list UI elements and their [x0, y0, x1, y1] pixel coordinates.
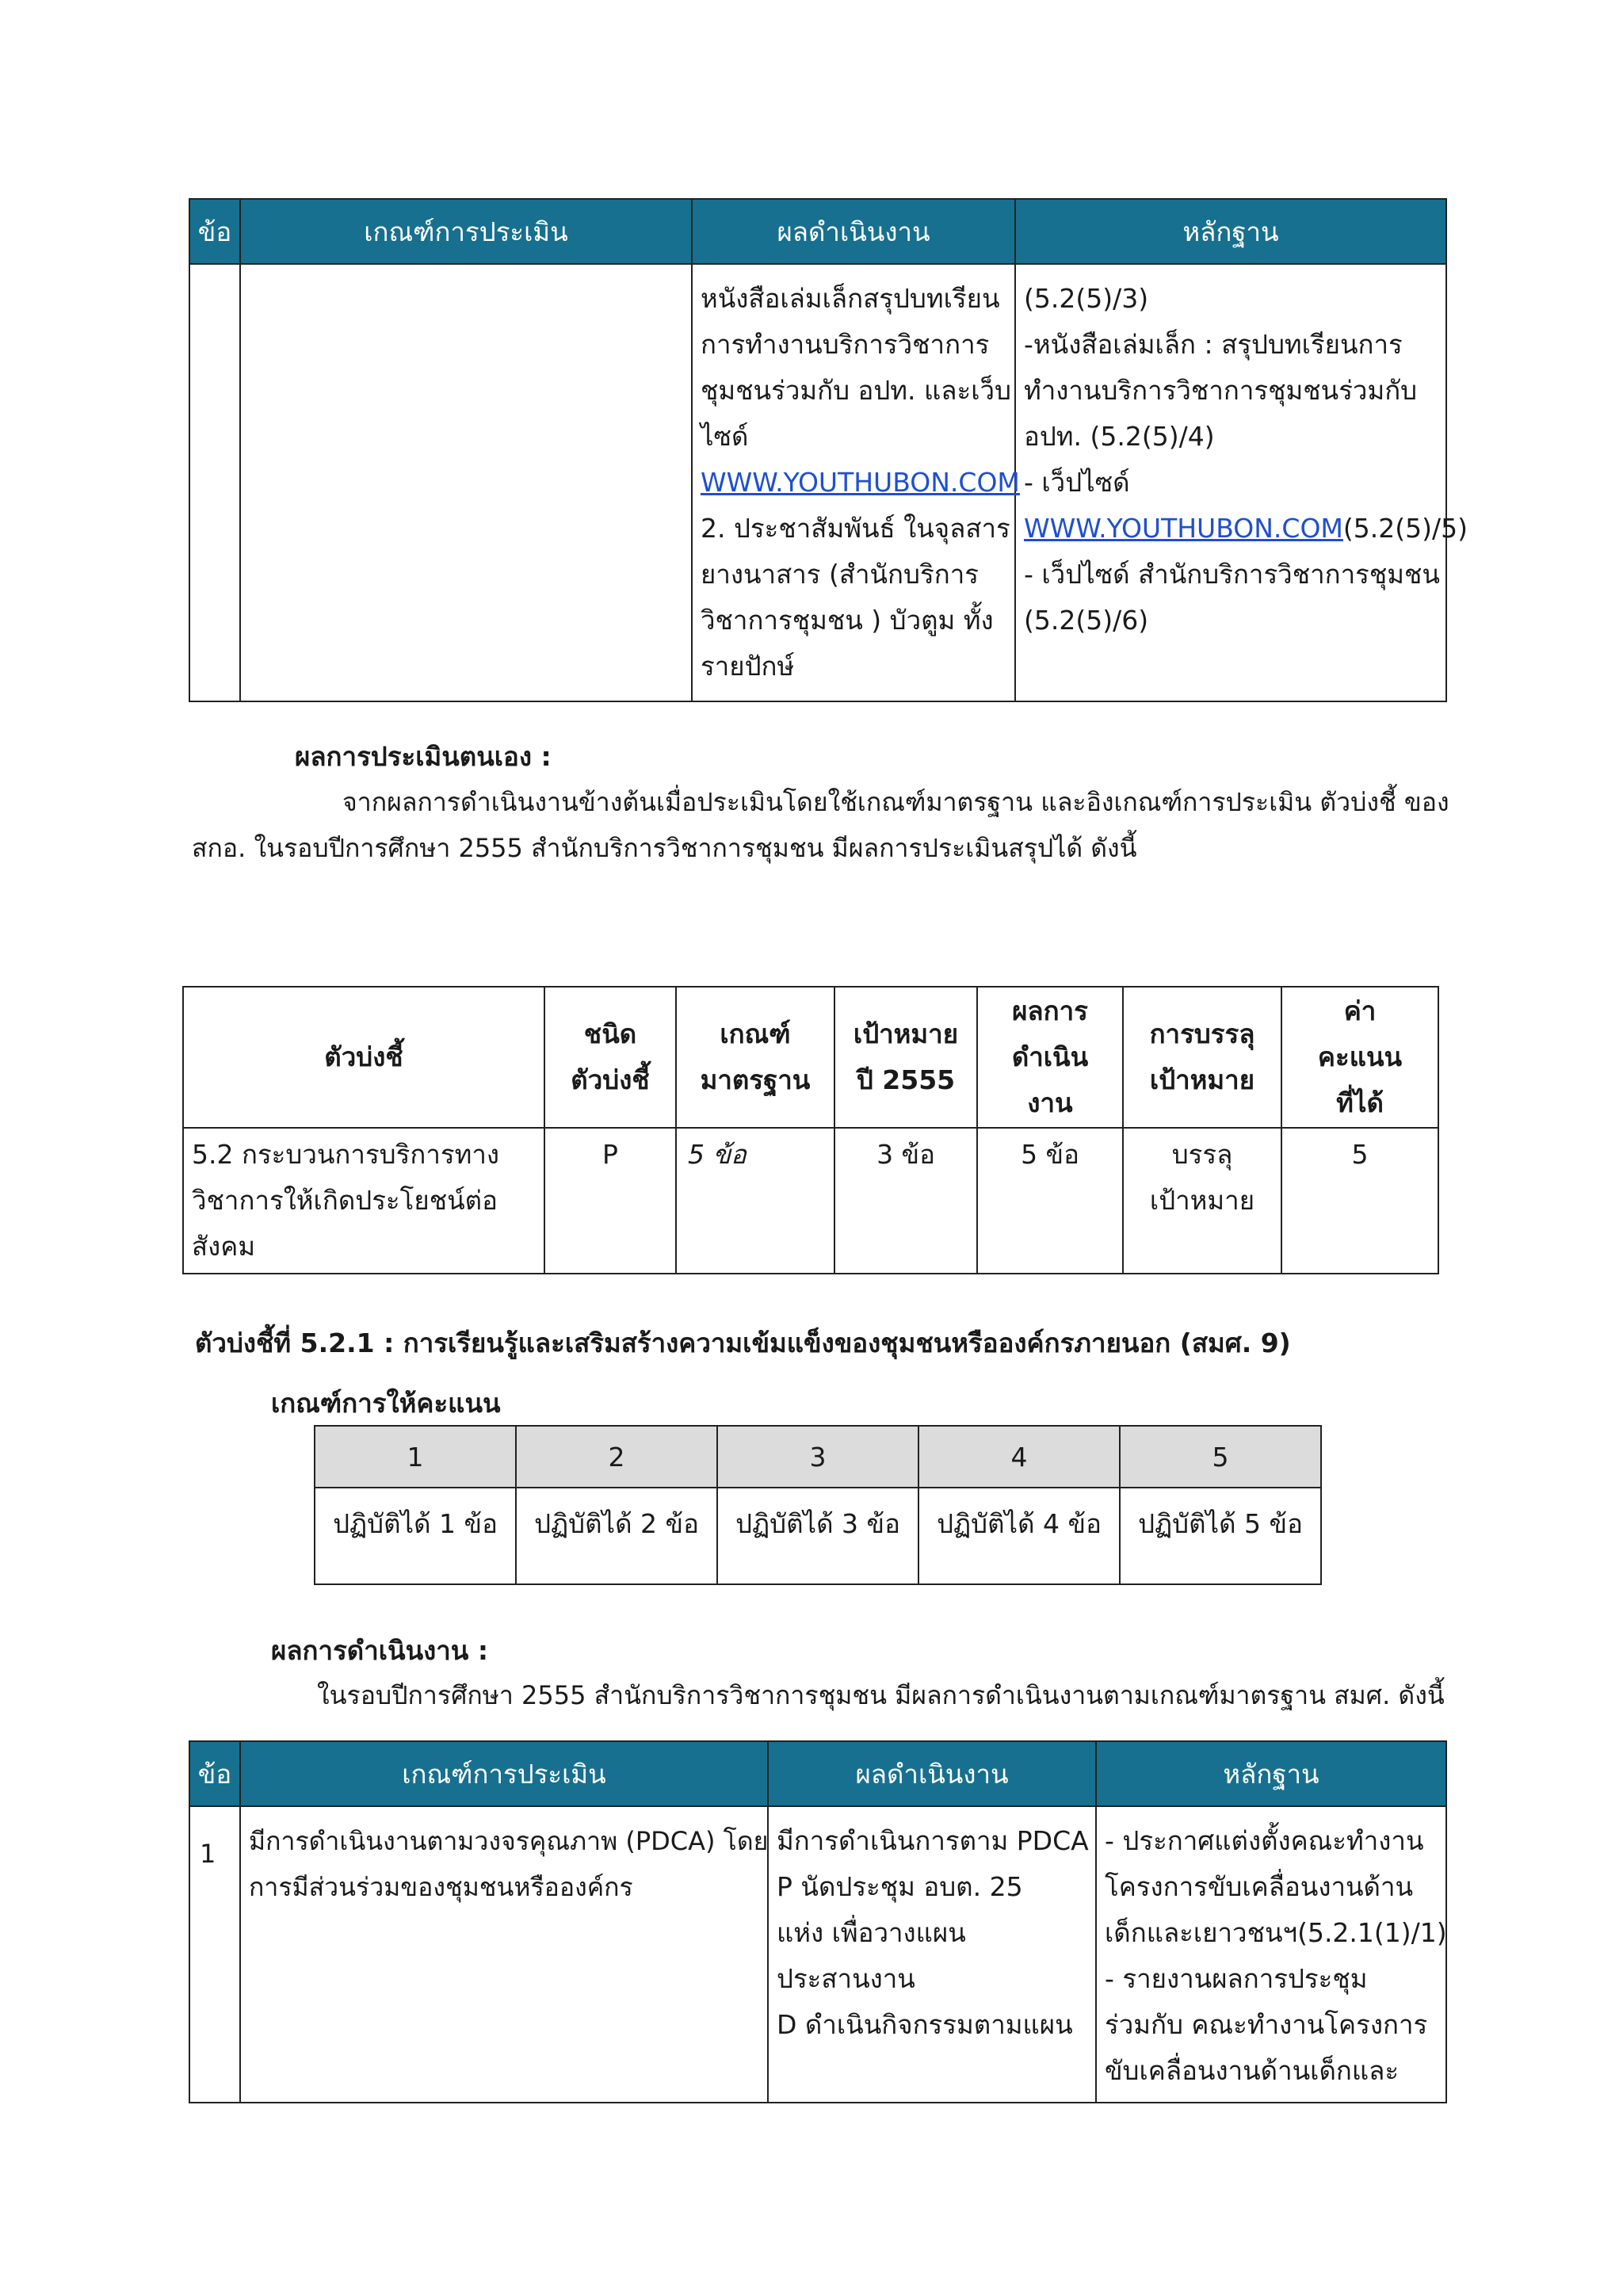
achievement-cell: บรรลุ เป้าหมาย: [1123, 1128, 1281, 1274]
level-1: 1: [315, 1426, 516, 1488]
header-result: ผลดำเนินงาน: [768, 1741, 1096, 1806]
level-1-desc: ปฏิบัติได้ 1 ข้อ: [315, 1488, 516, 1584]
assessment-summary-table: [182, 986, 1439, 1274]
cell-evidence: [1015, 264, 1468, 701]
result-line: การทำงานบริการวิชาการ: [701, 329, 990, 360]
result-cell: 5 ข้อ: [977, 1128, 1123, 1274]
self-assessment-heading: ผลการประเมินตนเอง :: [295, 741, 552, 772]
header-result: ผลการ ดำเนิน งาน: [977, 987, 1123, 1128]
header-achievement: การบรรลุ เป้าหมาย: [1123, 987, 1281, 1128]
row-result: มีการดำเนินการตาม PDCA P นัดประชุม อบต. 25 แห่ง เพื่อวางแผน ประสานงาน D ดำเนินกิจกรรมตามแผน: [768, 1806, 1096, 2103]
evidence-link-suffix: (5.2(5)/5): [1342, 513, 1468, 544]
level-5-desc: ปฏิบัติได้ 5 ข้อ: [1120, 1488, 1321, 1584]
evidence-link[interactable]: WWW.YOUTHUBON.COM: [1024, 513, 1343, 544]
header-criteria: เกณฑ์ มาตรฐาน: [676, 987, 834, 1128]
evidence-line: (5.2(5)/3): [1024, 283, 1149, 314]
evidence-line: -หนังสือเล่มเล็ก : สรุปบทเรียนการ: [1024, 329, 1403, 360]
header-result: ผลดำเนินงาน: [692, 199, 1015, 264]
result-line: ชุมชนร่วมกับ อปท. และเว็บ: [701, 375, 1012, 406]
row-criteria: มีการดำเนินงานตามวงจรคุณภาพ (PDCA) โดย การมีส่วนร่วมของชุมชนหรือองค์กร: [240, 1806, 768, 2103]
performance-table: [189, 1740, 1447, 2103]
header-indicator: ตัวบ่งชี้: [183, 987, 544, 1128]
score-cell: 5: [1281, 1128, 1438, 1274]
result-line: ยางนาสาร (สำนักบริการ: [701, 559, 979, 590]
evidence-line: (5.2(5)/6): [1024, 605, 1149, 636]
evidence-line: อปท. (5.2(5)/4): [1024, 421, 1215, 452]
header-evidence: หลักฐาน: [1096, 1741, 1446, 1806]
result-line: วิชาการชุมชน ) บัวตูม ทั้ง: [701, 605, 994, 636]
header-criteria: เกณฑ์การประเมิน: [240, 199, 692, 264]
header-evidence: หลักฐาน: [1015, 199, 1446, 264]
self-assessment-line1: จากผลการดำเนินงานข้างต้นเมื่อประเมินโดยใช้เกณฑ์มาตรฐาน และอิงเกณฑ์การประเมิน ตัวบ่งชี้ ของ: [342, 787, 1449, 817]
level-4: 4: [918, 1426, 1120, 1488]
self-assessment-line2: สกอ. ในรอบปีการศึกษา 2555 สำนักบริการวิชาการชุมชน มีผลการประเมินสรุปได้ ดังนี้: [192, 833, 1137, 863]
indicator-cell: 5.2 กระบวนการบริการทาง วิชาการให้เกิดประโยชน์ต่อ สังคม: [183, 1128, 544, 1274]
header-no: ข้อ: [189, 199, 240, 264]
level-5: 5: [1120, 1426, 1321, 1488]
evidence-link-line: [1024, 506, 1468, 552]
scoring-criteria-table: [314, 1425, 1322, 1585]
criteria-cell: 5 ข้อ: [676, 1128, 834, 1274]
row-no: 1: [189, 1806, 240, 2103]
indicator-title: ตัวบ่งชี้ที่ 5.2.1 : การเรียนรู้และเสริมสร้างความเข้มแข็งของชุมชนหรือองค์กรภายนอก (สมศ. 9): [195, 1328, 1291, 1358]
result-line: รายปักษ์: [701, 651, 795, 682]
evidence-line: - เว็ปไซด์: [1024, 467, 1130, 498]
youthubon-link[interactable]: WWW.YOUTHUBON.COM: [701, 467, 1020, 498]
type-cell: P: [544, 1128, 676, 1274]
level-2-desc: ปฏิบัติได้ 2 ข้อ: [516, 1488, 717, 1584]
evidence-table-continued: [189, 198, 1468, 702]
scoring-heading: เกณฑ์การให้คะแนน: [271, 1388, 501, 1419]
result-line: หนังสือเล่มเล็กสรุปบทเรียน: [701, 283, 1000, 314]
result-line: ไซด์: [701, 421, 749, 452]
evidence-line: ทำงานบริการวิชาการชุมชนร่วมกับ: [1024, 375, 1418, 406]
header-score: ค่า คะแนน ที่ได้: [1281, 987, 1438, 1128]
result-line: 2. ประชาสัมพันธ์ ในจุลสาร: [701, 513, 1010, 544]
level-2: 2: [516, 1426, 717, 1488]
row-evidence: - ประกาศแต่งตั้งคณะทำงาน โครงการขับเคลื่อนงานด้าน เด็กและเยาวชนฯ(5.2.1(1)/1) - รายงานผลการประชุม ร่วมกับ คณะทำงานโครงการ ขับเคลื่อนงานด้านเด็กและ: [1096, 1806, 1446, 2103]
header-no: ข้อ: [189, 1741, 240, 1806]
performance-heading: ผลการดำเนินงาน :: [271, 1635, 489, 1666]
header-target: เป้าหมาย ปี 2555: [834, 987, 977, 1128]
cell-criteria: [240, 264, 692, 701]
cell-no: [189, 264, 240, 701]
header-criteria: เกณฑ์การประเมิน: [240, 1741, 768, 1806]
target-cell: 3 ข้อ: [834, 1128, 977, 1274]
header-type: ชนิด ตัวบ่งชี้: [544, 987, 676, 1128]
performance-line: ในรอบปีการศึกษา 2555 สำนักบริการวิชาการชุมชน มีผลการดำเนินงานตามเกณฑ์มาตรฐาน สมศ. ดังนี้: [317, 1680, 1445, 1710]
evidence-line: - เว็ปไซด์ สำนักบริการวิชาการชุมชน: [1024, 559, 1440, 590]
level-3: 3: [717, 1426, 918, 1488]
cell-result: [692, 264, 1020, 701]
level-4-desc: ปฏิบัติได้ 4 ข้อ: [918, 1488, 1120, 1584]
level-3-desc: ปฏิบัติได้ 3 ข้อ: [717, 1488, 918, 1584]
